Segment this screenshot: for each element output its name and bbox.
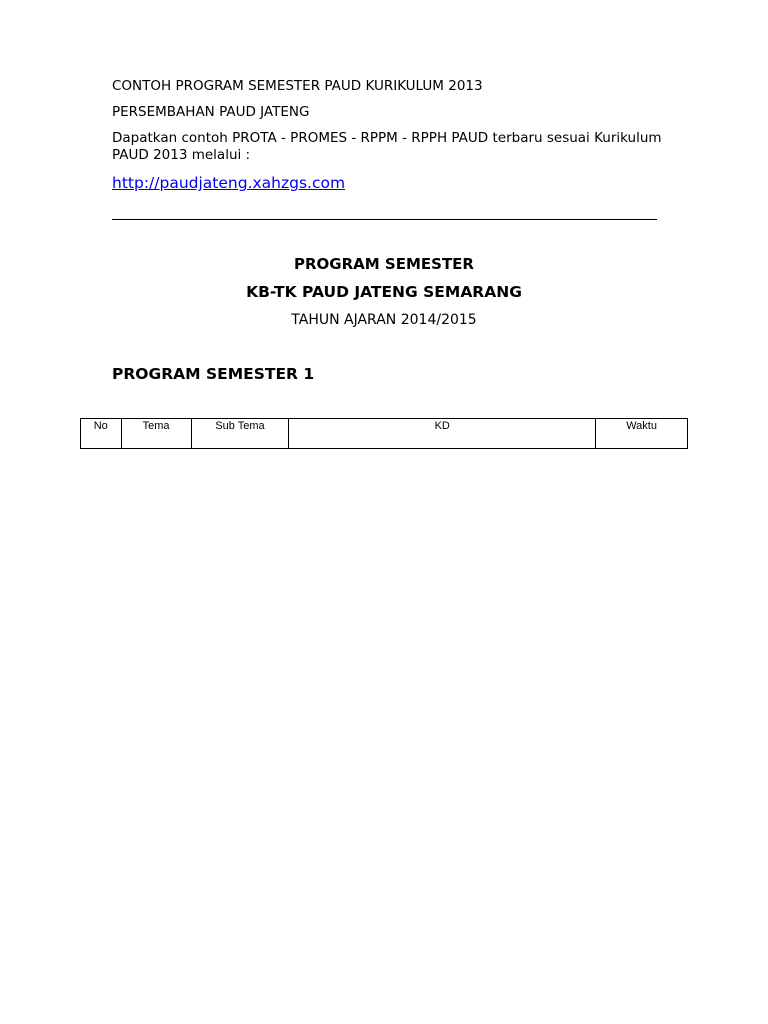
website-link[interactable]: http://paudjateng.xahzgs.com xyxy=(112,174,346,192)
column-header-tema: Tema xyxy=(121,419,191,449)
section-title: PROGRAM SEMESTER 1 xyxy=(112,365,315,383)
column-header-no: No xyxy=(81,419,122,449)
intro-description-continued: PAUD 2013 melalui : xyxy=(112,147,251,163)
semester-program-table xyxy=(80,418,688,449)
document-title: PROGRAM SEMESTER xyxy=(294,255,474,273)
horizontal-rule xyxy=(112,219,657,220)
school-name: KB-TK PAUD JATENG SEMARANG xyxy=(246,283,522,301)
table-header-row xyxy=(81,419,688,449)
intro-heading: CONTOH PROGRAM SEMESTER PAUD KURIKULUM 2013 xyxy=(112,78,483,94)
column-header-kd: KD xyxy=(289,419,596,449)
column-header-waktu: Waktu xyxy=(596,419,688,449)
intro-presenter: PERSEMBAHAN PAUD JATENG xyxy=(112,104,310,120)
intro-description: Dapatkan contoh PROTA - PROMES - RPPM - RPPH PAUD terbaru sesuai Kurikulum xyxy=(112,130,662,146)
column-header-sub-tema: Sub Tema xyxy=(191,419,289,449)
academic-year: TAHUN AJARAN 2014/2015 xyxy=(291,312,477,328)
